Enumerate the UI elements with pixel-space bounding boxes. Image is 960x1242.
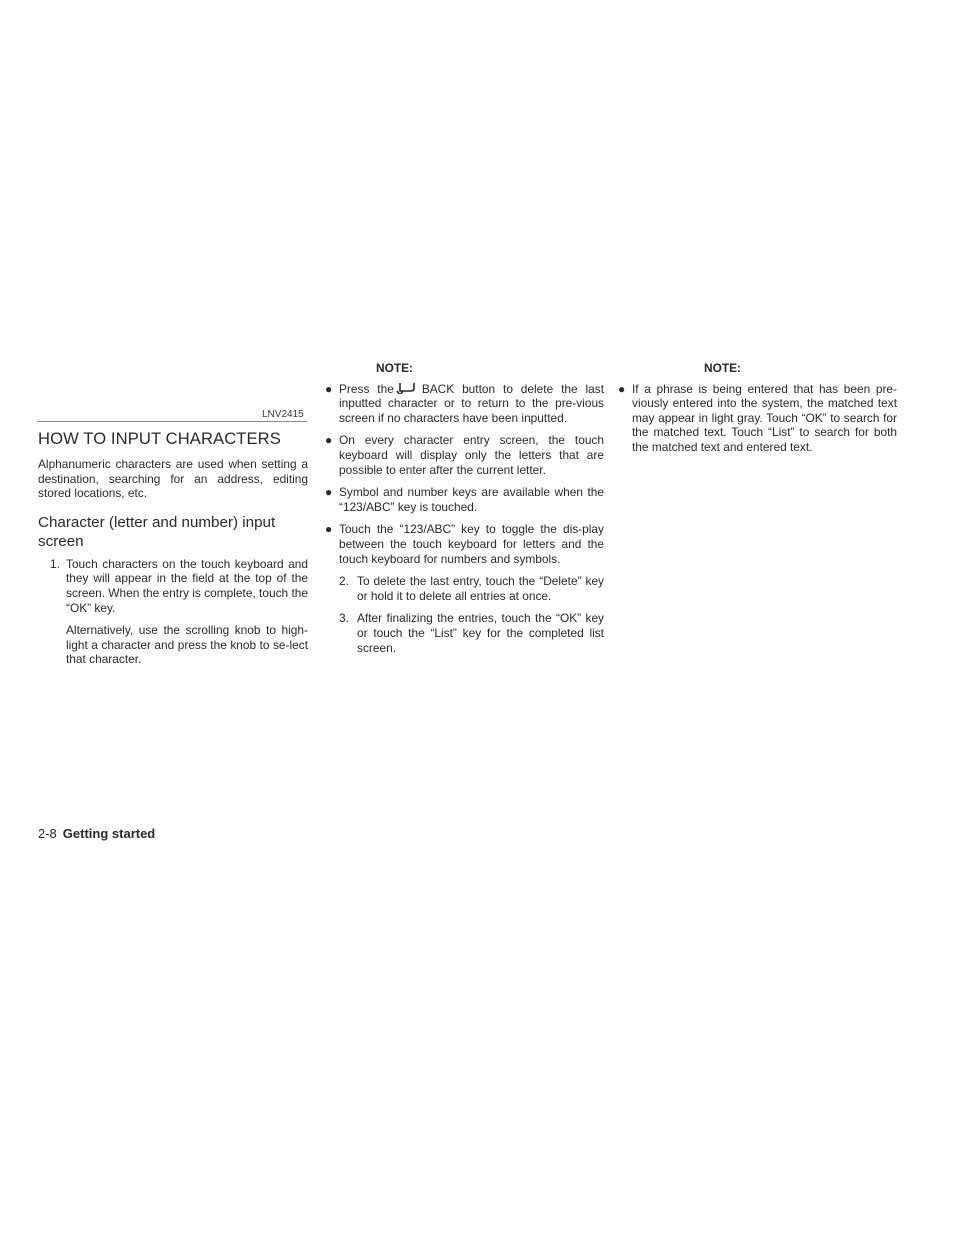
bullet-icon: ● <box>325 485 333 500</box>
step-1 <box>38 557 308 615</box>
column-3 <box>618 361 897 463</box>
figure-divider <box>38 421 307 422</box>
page-footer <box>38 826 155 841</box>
column-1 <box>38 429 308 675</box>
note-bullet <box>618 382 897 455</box>
page-number: 2-8 <box>38 826 57 841</box>
note-title: NOTE: <box>376 361 413 375</box>
subsection-title: Character (letter and number) input screen <box>38 513 276 550</box>
chapter-title: Getting started <box>62 826 156 841</box>
note-title: NOTE: <box>704 361 741 375</box>
bullet-text-before-icon: Press the <box>339 381 394 396</box>
figure-code: LNV2415 <box>262 409 304 420</box>
note-bullet <box>325 522 604 566</box>
note-bullet <box>325 433 604 477</box>
bullet-text: On every character entry screen, the touch keyboard will display only the letters that are possible to enter after the current letter. <box>339 433 604 477</box>
step-number: 1. <box>50 556 60 571</box>
bullet-icon: ● <box>325 381 333 396</box>
note-bullet <box>325 382 604 426</box>
bullet-text: Touch the “123/ABC” key to toggle the dis-play between the touch keyboard for letters and the touch keyboard for numbers and symbols. <box>339 522 604 566</box>
section-title: HOW TO INPUT CHARACTERS <box>38 429 281 448</box>
column-2 <box>325 361 604 663</box>
step-2 <box>325 574 604 603</box>
step-number: 3. <box>339 611 349 626</box>
bullet-icon: ● <box>325 433 333 448</box>
bullet-icon: ● <box>325 522 333 537</box>
back-arrow-icon <box>396 382 416 394</box>
step-3 <box>325 611 604 655</box>
step-1-alternative: Alternatively, use the scrolling knob to high-light a character and press the knob to se-lect that character. <box>66 623 308 667</box>
figure-area <box>38 20 308 400</box>
intro-paragraph: Alphanumeric characters are used when setting a destination, searching for an address, editing stored locations, etc. <box>38 457 308 501</box>
bullet-icon: ● <box>618 381 626 396</box>
note-bullet <box>325 485 604 514</box>
bullet-text: Symbol and number keys are available when the “123/ABC” key is touched. <box>339 485 604 514</box>
step-number: 2. <box>339 574 349 589</box>
bullet-text-after-icon: BACK button to delete the last inputted character or to return to the pre-vious screen if no characters have been inputted. <box>339 381 604 425</box>
step-text: Touch characters on the touch keyboard and they will appear in the field at the top of the screen. When the entry is complete, touch the “OK” key. <box>66 556 308 615</box>
step-text: To delete the last entry, touch the “Delete” key or hold it to delete all entries at once. <box>357 574 604 603</box>
bullet-text: If a phrase is being entered that has been pre-viously entered into the system, the matched text may appear in light gray. Touch “OK” to search for the matched text. Touch “List” to search for both the matched text and entered text. <box>632 381 897 454</box>
step-text: After finalizing the entries, touch the “OK” key or touch the “List” key for the completed list screen. <box>357 611 604 655</box>
